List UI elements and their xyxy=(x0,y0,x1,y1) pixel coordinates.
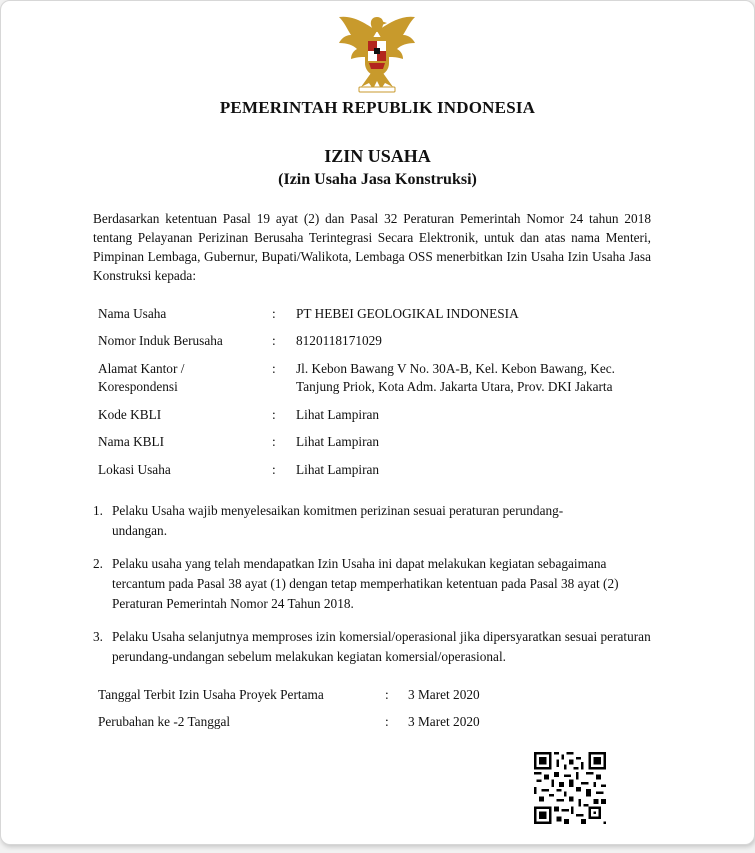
field-label-business-name: Nama Usaha xyxy=(98,306,167,321)
note-item xyxy=(93,627,658,667)
field-label-address: Alamat Kantor / Korespondensi xyxy=(98,361,185,394)
note-text: Pelaku Usaha selanjutnya memproses izin komersial/operasional jika dipersyaratkan sesuai peraturan perundang-undangan sebelum melakukan kegiatan komersial/operasional. xyxy=(112,629,651,664)
document-subtitle: (Izin Usaha Jasa Konstruksi) xyxy=(278,171,477,188)
field-colon: : xyxy=(272,407,276,422)
field-label-kbli-name: Nama KBLI xyxy=(98,434,165,449)
field-colon: : xyxy=(272,361,276,376)
field-label-location: Lokasi Usaha xyxy=(98,462,171,477)
intro-paragraph: Berdasarkan ketentuan Pasal 19 ayat (2) dan Pasal 32 Peraturan Pemerintah Nomor 24 tahun 2018 tentang Pelayanan Perizinan Berusaha Terintegrasi Secara Elektronik, untuk dan atas nama Menteri, Pimpinan Lembaga, Gubernur, Bupati/Walikota, Lembaga OSS menerbitkan Izin Usaha Izin Usaha Jasa Konstruksi kepada: xyxy=(93,211,651,283)
field-value-nib: 8120118171029 xyxy=(296,333,382,348)
document-title: IZIN USAHA xyxy=(324,146,431,166)
field-label-kbli-code: Kode KBLI xyxy=(98,407,162,422)
field-colon: : xyxy=(272,462,276,477)
field-colon: : xyxy=(272,306,276,321)
note-text: Pelaku usaha yang telah mendapatkan Izin Usaha ini dapat melakukan kegiatan sebagaimana tercantum pada Pasal 38 ayat (1) dengan tetap memperhatikan ketentuan pada Pasal 38 ayat (2) Peraturan Pemerintah Nomor 24 Tahun 2018. xyxy=(112,556,619,611)
government-title: PEMERINTAH REPUBLIK INDONESIA xyxy=(219,98,536,117)
field-value-kbli-code: Lihat Lampiran xyxy=(296,407,380,422)
qr-code-icon xyxy=(534,752,606,824)
note-text: Pelaku Usaha wajib menyelesaikan komitmen perizinan sesuai peraturan perundang-undangan. xyxy=(112,503,564,538)
note-item xyxy=(93,554,658,614)
date-value-first-issued: 3 Maret 2020 xyxy=(408,687,480,702)
note-number: 1. xyxy=(93,503,103,518)
date-label-first-issued: Tanggal Terbit Izin Usaha Proyek Pertama xyxy=(98,687,324,702)
note-number: 2. xyxy=(93,556,103,571)
field-value-kbli-name: Lihat Lampiran xyxy=(296,434,380,449)
field-colon: : xyxy=(272,434,276,449)
field-value-address: Jl. Kebon Bawang V No. 30A-B, Kel. Kebon Bawang, Kec. Tanjung Priok, Kota Adm. Jakarta Utara, Prov. DKI Jakarta xyxy=(296,361,615,394)
field-colon: : xyxy=(272,333,276,348)
field-value-business-name: PT HEBEI GEOLOGIKAL INDONESIA xyxy=(296,306,519,321)
date-colon: : xyxy=(385,687,389,702)
note-item xyxy=(93,501,608,541)
date-label-amendment: Perubahan ke -2 Tanggal xyxy=(98,714,231,729)
date-value-amendment: 3 Maret 2020 xyxy=(408,714,480,729)
field-value-location: Lihat Lampiran xyxy=(296,462,380,477)
date-colon: : xyxy=(385,714,389,729)
garuda-emblem-icon xyxy=(335,11,419,95)
note-number: 3. xyxy=(93,629,103,644)
field-label-nib: Nomor Induk Berusaha xyxy=(98,333,223,348)
